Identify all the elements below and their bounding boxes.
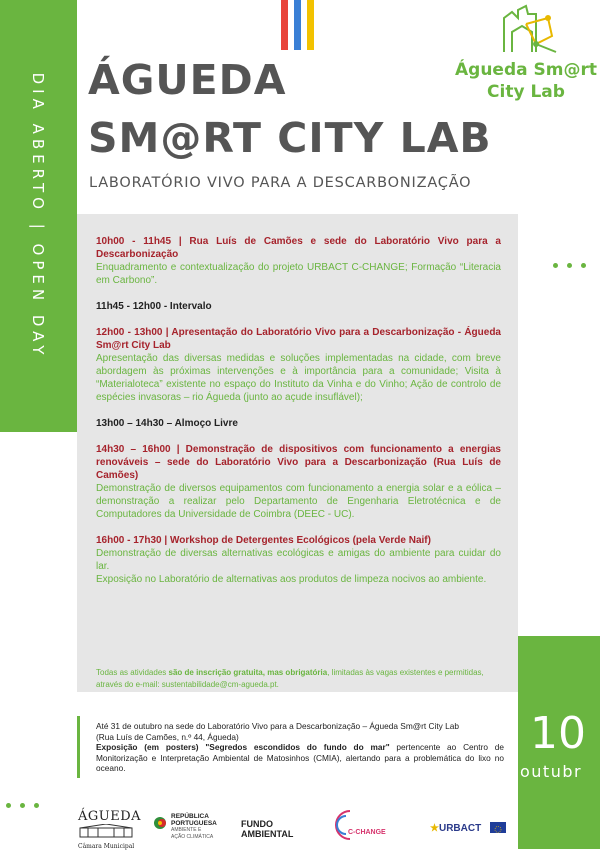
program-entry-desc: Enquadramento e contextualização do projeto URBACT C-CHANGE; Formação “Literacia em Carbono”. [96,262,501,286]
urbact-logo [430,823,490,834]
dot [567,263,572,268]
agueda-logo-text: ÁGUEDA [78,809,142,824]
c-change-icon [326,807,356,843]
flag-stripe-yellow [307,0,314,50]
exhibition-desc [96,742,504,774]
exhibition-line2: (Rua Luís de Camões, n.º 44, Águeda) [96,731,239,742]
program-entry-desc-extra: Exposição no Laboratório de alternativas aos produtos de limpeza nocivos ao ambiente. [96,574,487,585]
registration-note-emphasis: são de inscrição gratuita, mas obrigatória [168,668,328,677]
portugal-emblem-icon [153,816,167,830]
program-entry [96,300,501,313]
exhibition-note [96,721,504,774]
program-entry-title: 16h00 - 17h30 | Workshop de Detergentes Ecológicos (pela Verde Naif) [96,535,431,546]
fundo-line1: FUNDO [241,819,273,829]
program-entry [96,417,501,430]
program-entry-title: 10h00 - 11h45 | Rua Luís de Camões e sede do Laboratório Vivo para a Descarbonização [96,236,501,260]
city-lab-logo-icon [452,4,600,56]
republica-line2: PORTUGUESA [171,820,217,827]
page-title-line1: ÁGUEDA [88,56,287,104]
city-lab-logo [452,4,600,106]
program-entry [96,534,501,586]
agueda-logo-subtext: Câmara Municipal [78,843,135,850]
republica-line4: AÇÃO CLIMÁTICA [171,834,214,840]
agueda-municipality-logo [78,809,142,850]
eu-flag-icon [490,822,506,833]
program-break: 13h00 – 14h30 – Almoço Livre [96,418,238,429]
republica-text [171,813,217,841]
sponsor-logos [0,805,600,849]
open-day-vertical-label: DIA ABERTO | OPEN DAY [29,72,47,360]
dot [581,263,586,268]
program-list [96,235,501,599]
decorative-dots-right [553,263,586,268]
registration-note-part3: , limitadas às vagas existentes e permitidas, através do e-mail: sustentabilidade@cm-agueda.pt. [96,668,484,689]
program-entry-desc: Demonstração de diversos equipamentos com funcionamento a energia solar e a eólica – demonstração a realizar pelo Departamento de Engenharia Eletrotécnica e de Computadores da Universidade de Coimbra (DEEC - UC). [96,483,501,520]
exhibition-line1: Até 31 de outubro na sede do Laboratório Vivo para a Descarbonização – Águeda Sm@rt City Lab [96,721,459,731]
program-entry-desc: Apresentação das diversas medidas e soluções implementadas na cidade, com breve abordagem às próximas intervenções e à importância para a comunidade; Visita à “Materialoteca” existente no espaço do Instituto da Vinha e do Vinho; Ação de controlo de espécies invasoras – rio Águeda (junto ao açude insuflável); [96,353,501,403]
urbact-star-icon: ★ [430,823,439,834]
republica-line3: AMBIENTE E [171,827,202,833]
exhibition-rest: pertencente ao Centro de Monitorização e Interpretação Ambiental de Matosinhos (CMIA), alertando para a problemática do lixo no oceano. [96,742,504,773]
urbact-text: URBACT [438,823,482,834]
program-entry-title: 14h30 – 16h00 | Demonstração de dispositivos com funcionamento a energias renováveis – sede do Laboratório Vivo para a Descarbonização (Rua Luís de Camões) [96,444,501,481]
page-title-line2: SM@RT CITY LAB [88,114,492,162]
registration-note [96,667,506,691]
c-change-logo [326,807,396,845]
flag-stripe-red [281,0,288,50]
dot [553,263,558,268]
program-entry [96,443,501,521]
date-month: outubr [520,762,583,781]
exhibition-title: Exposição (em posters) "Segredos escondidos do fundo do mar" [96,742,390,752]
program-entry [96,326,501,404]
municipality-building-icon [78,824,134,838]
date-day: 10 [530,708,586,759]
program-entry-desc: Demonstração de diversas alternativas ecológicas e amigas do ambiente para cuidar do lar. [96,548,501,572]
program-entry [96,235,501,287]
program-break: 11h45 - 12h00 - Intervalo [96,301,212,312]
program-entry-title: 12h00 - 13h00 | Apresentação do Laboratório Vivo para a Descarbonização - Águeda Sm@rt City Lab [96,327,501,351]
logo-text-line1: Águeda Sm@rt [455,60,597,80]
fundo-line2: AMBIENTAL [241,829,294,839]
c-change-text: C-CHANGE [348,829,386,836]
fundo-ambiental-logo [241,819,311,839]
sidebar-band [0,0,77,432]
flag-stripe-blue [294,0,301,50]
registration-note-part1: Todas as atividades [96,668,169,677]
eu-stars-icon [490,824,506,835]
logo-text-line2: City Lab [487,82,565,102]
republica-line1: REPÚBLICA [171,813,209,820]
page-subtitle: LABORATÓRIO VIVO PARA A DESCARBONIZAÇÃO [89,175,472,191]
